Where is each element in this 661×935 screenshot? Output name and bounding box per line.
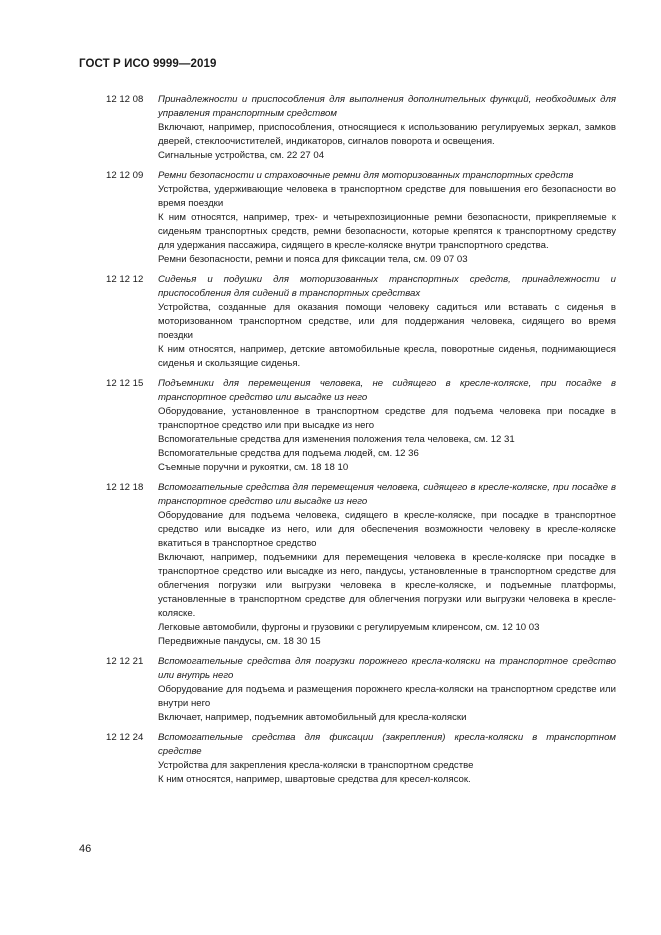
entry-code: 12 12 15	[106, 378, 144, 389]
entry-title: Подъемники для перемещения человека, не сидящего в кресле-коляске, при посадке в транспортное средство или высадке из него	[158, 378, 616, 403]
entry-title: Вспомогательные средства для погрузки порожнего кресла-коляски на транспортное средство или внутрь него	[158, 656, 616, 681]
entry-title: Сиденья и подушки для моторизованных транспортных средств, принадлежности и приспособления для сидений в транспортных средствах	[158, 274, 616, 299]
entry-paragraph: Передвижные пандусы, см. 18 30 15	[158, 636, 321, 647]
entry-paragraph: Устройства, созданные для оказания помощи человеку садиться или вставать с сиденья в моторизованном транспортном средстве, или для поддержания человека, сидящего во время поездки	[158, 302, 616, 341]
entry-paragraph: Легковые автомобили, фургоны и грузовики с регулируемым клиренсом, см. 12 10 03	[158, 622, 540, 633]
entry-paragraph: Вспомогательные средства для изменения положения тела человека, см. 12 31	[158, 434, 515, 445]
entry-paragraph: К ним относятся, например, детские автомобильные кресла, поворотные сиденья, поднимающиеся сиденья и скользящие сиденья.	[158, 344, 616, 369]
entry-code: 12 12 21	[106, 656, 144, 667]
entry-body	[158, 273, 616, 371]
entry-body	[158, 169, 616, 267]
entry-12-12-21	[106, 655, 616, 725]
entry-paragraph: Включает, например, подъемник автомобильный для кресла-коляски	[158, 712, 467, 723]
entry-paragraph: Включают, например, подъемники для перемещения человека в кресле-коляске при посадке в транспортное средство или высадке из него, пандусы, установленные в транспортном средстве для облегчения погрузки или выгрузки человека в кресле-коляске, и подъемные платформы, установленные в транспортном средстве для облегчения погрузки или выгрузки человека в кресле-коляске.	[158, 552, 616, 619]
entry-paragraph: Устройства, удерживающие человека в транспортном средстве для повышения его безопасности во время поездки	[158, 184, 616, 209]
page-header: ГОСТ Р ИСО 9999—2019	[79, 58, 217, 70]
entry-code: 12 12 08	[106, 94, 144, 105]
entry-title: Принадлежности и приспособления для выполнения дополнительных функций, необходимых для управления транспортным средством	[158, 94, 616, 119]
entry-12-12-24	[106, 731, 616, 787]
entry-body	[158, 93, 616, 163]
entries-list	[106, 93, 616, 793]
entry-body	[158, 731, 616, 787]
entry-paragraph: Устройства для закрепления кресла-коляски в транспортном средстве	[158, 760, 474, 771]
entry-code: 12 12 18	[106, 482, 144, 493]
entry-code: 12 12 09	[106, 170, 144, 181]
page-number: 46	[79, 843, 92, 855]
entry-title: Ремни безопасности и страховочные ремни для моторизованных транспортных средств	[158, 170, 574, 181]
entry-paragraph: К ним относятся, например, трех- и четырехпозиционные ремни безопасности, прикрепляемые к сиденьям транспортных средств, ремни безопасности, которые крепятся к транспортному средству для удержания пассажира, сидящего в кресле-коляске внутри транспортного средства.	[158, 212, 616, 251]
entry-body	[158, 481, 616, 649]
entry-paragraph: Сигнальные устройства, см. 22 27 04	[158, 150, 325, 161]
entry-title: Вспомогательные средства для фиксации (закрепления) кресла-коляски в транспортном средстве	[158, 732, 616, 757]
entry-paragraph: К ним относятся, например, швартовые средства для кресел-колясок.	[158, 774, 471, 785]
entry-code: 12 12 12	[106, 274, 144, 285]
entry-12-12-08	[106, 93, 616, 163]
entry-title: Вспомогательные средства для перемещения человека, сидящего в кресле-коляске, при посадке в транспортное средство или высадке из него	[158, 482, 616, 507]
entry-body	[158, 655, 616, 725]
entry-code: 12 12 24	[106, 732, 144, 743]
entry-paragraph: Ремни безопасности, ремни и пояса для фиксации тела, см. 09 07 03	[158, 254, 468, 265]
entry-12-12-12	[106, 273, 616, 371]
entry-paragraph: Вспомогательные средства для подъема людей, см. 12 36	[158, 448, 419, 459]
entry-12-12-15	[106, 377, 616, 475]
entry-12-12-18	[106, 481, 616, 649]
entry-body	[158, 377, 616, 475]
entry-paragraph: Съемные поручни и рукоятки, см. 18 18 10	[158, 462, 349, 473]
entry-12-12-09	[106, 169, 616, 267]
entry-paragraph: Оборудование, установленное в транспортном средстве для подъема человека при посадке в транспортное средство или при высадке из него	[158, 406, 616, 431]
entry-paragraph: Включают, например, приспособления, относящиеся к использованию регулируемых зеркал, замков дверей, стеклоочистителей, индикаторов, сигналов поворота и освещения.	[158, 122, 616, 147]
entry-paragraph: Оборудование для подъема человека, сидящего в кресле-коляске, при посадке в транспортное средство или высадке из него, или для обеспечения возможности человеку в кресле-коляске вкатиться в транспортное средство	[158, 510, 616, 549]
entry-paragraph: Оборудование для подъема и размещения порожнего кресла-коляски на транспортном средстве или внутри него	[158, 684, 616, 709]
